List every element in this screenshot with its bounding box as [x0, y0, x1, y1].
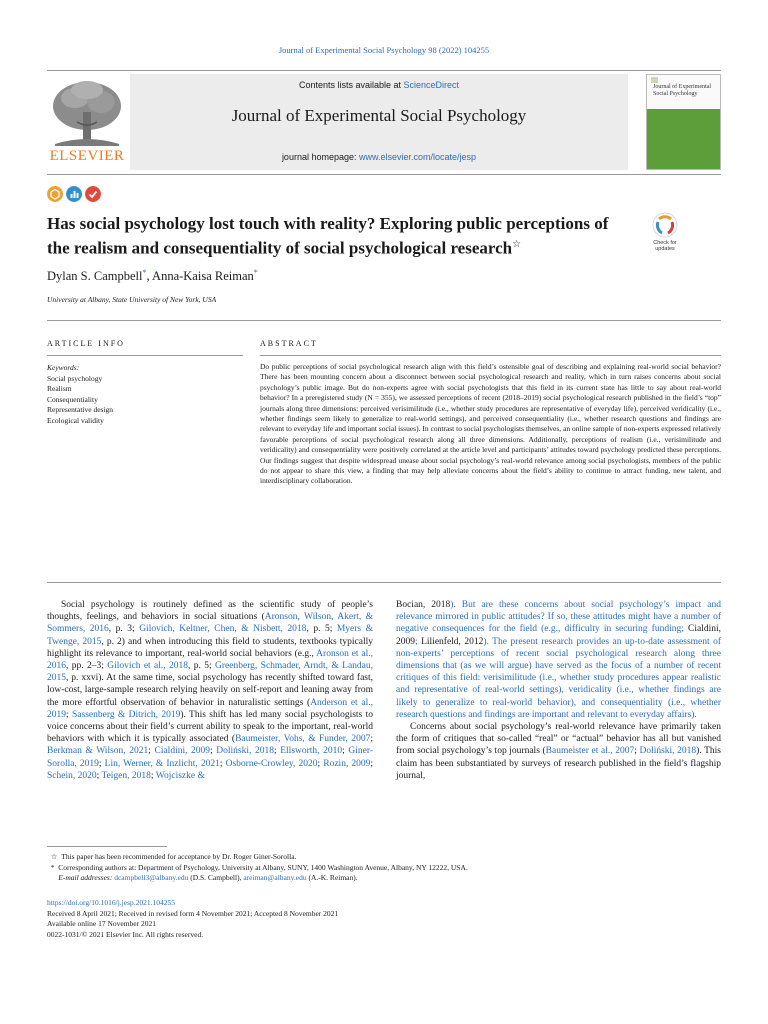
author-footnote-mark[interactable]: * — [142, 268, 147, 277]
article-history — [47, 898, 721, 940]
article-info-heading: ARTICLE INFO — [47, 339, 125, 348]
footnote-mark: ☆ — [50, 852, 58, 861]
keyword: Social psychology — [47, 373, 103, 383]
journal-citation-header[interactable]: Journal of Experimental Social Psychology 98 (2022) 104255 — [278, 45, 490, 55]
body-text: ; — [342, 746, 349, 757]
body-paragraph — [396, 721, 721, 782]
citation-link[interactable]: Osborne-Crowley, 2020 — [225, 758, 318, 769]
publisher-name: ELSEVIER — [49, 148, 125, 164]
email-label: E-mail addresses: — [58, 873, 113, 882]
citation-link[interactable]: ). The present research provides an up-to-date assessment of non-experts’ perceptions of recent social psychological research along three dimensions that (as we will argue) have served as the focus of a number of recent critiques of this field: verisimilitude (i.e., whether study procedures appear realistic and representative of real-world settings), veridicality (i.e., whether findings are likely to generalize to real-world behavior), and consequentiality (i.e., whether research questions and findings are important and relevant to everyday affairs). — [396, 636, 721, 720]
email-link[interactable]: dcampbell3@albany.edu — [114, 873, 189, 882]
author-separator: , — [146, 269, 153, 284]
author-name[interactable]: Dylan S. Campbell — [47, 269, 143, 284]
footnote — [47, 852, 721, 863]
body-text: ; — [219, 758, 226, 769]
citation-link[interactable]: Anderson et al., 2019 — [47, 697, 373, 720]
body-text: Concerns about social psychology’s real-world relevance have primarily taken the form of critiques that so-called “real” or “actual” behavior has all but vanished from social psychology’s top journals ( — [396, 722, 721, 757]
body-text: ; — [634, 746, 640, 757]
body-text: ; — [98, 758, 105, 769]
cover-thumbnail — [651, 77, 658, 83]
body-text: ; — [148, 746, 155, 757]
available-online: Available online 17 November 2021 — [47, 919, 156, 928]
citation-link[interactable]: Baumeister, Vohs, & Funder, 2007 — [235, 734, 371, 745]
sciencedirect-link[interactable]: ScienceDirect — [403, 80, 460, 90]
check-for-updates-icon[interactable] — [648, 212, 682, 260]
body-text: ; — [96, 770, 102, 781]
section-divider — [47, 320, 721, 321]
homepage-prefix: journal homepage: — [281, 152, 359, 162]
citation-link[interactable]: Doliński, 2018 — [639, 746, 697, 757]
body-text: , p. 5; — [306, 624, 337, 635]
title-footnote-mark[interactable]: ☆ — [512, 239, 522, 250]
citation-link[interactable]: Aronson, Wilson, Akert, & Sommers, 2016 — [47, 612, 373, 635]
abstract-heading: ABSTRACT — [260, 339, 318, 348]
received-dates: Received 8 April 2021; Received in revised form 4 November 2021; Accepted 8 November 2021 — [47, 908, 339, 918]
citation-link[interactable]: Rozin, 2009 — [323, 758, 371, 769]
body-text: ; — [150, 770, 156, 781]
author-footnote-mark[interactable]: * — [253, 268, 258, 277]
metrics-badge-icon[interactable] — [66, 186, 82, 202]
body-text: Social psychology is routinely defined as the scientific study of people’s thoughts, feelings, and behaviors in social situations ( — [47, 600, 373, 623]
citation-link[interactable]: ). But are these concerns about social psychology’s impact and relevance mirrored in public attitudes? If so, these attitudes might have a number of negative consequences for the field (e.g., difficulty in securing funding; — [396, 600, 721, 635]
body-text: ). This shift has led many social psychologists to voice concerns about their field’s current ability to speak to the important, real-world behaviors with which it is typically associated ( — [47, 709, 373, 745]
body-paragraph — [396, 599, 721, 721]
email-owner: (D.S. Campbell), — [188, 873, 244, 882]
footnote — [47, 863, 721, 874]
footnote-text: This paper has been recommended for acceptance by Dr. Roger Giner-Sorolla. — [61, 852, 297, 861]
citation-link[interactable]: Wojciszke & — [155, 770, 205, 781]
citation-link[interactable]: ; — [415, 636, 422, 647]
doi-link[interactable]: https://doi.org/10.1016/j.jesp.2021.104255 — [47, 898, 175, 907]
author-affiliation: University at Albany, State University of New York, USA — [47, 295, 217, 304]
author-name[interactable]: Anna-Kaisa Reiman — [152, 269, 254, 284]
citation-link[interactable]: Ellsworth, 2010 — [280, 746, 343, 757]
body-text: Lilienfeld, 2012 — [421, 636, 484, 647]
email-owner: (A.-K. Reiman). — [306, 873, 358, 882]
citation-link[interactable]: Greenberg, Schmader, Arndt, & Landau, 2015 — [47, 661, 373, 684]
abstract-text: Do public perceptions of social psychological research align with this field’s ostensible goal of describing and explaining real-world social behavior? There has been mounting concern about a disconnect between social psychological research and reality, which in turn raises concerns about social psychology’s public image. But do non-experts agree with social psychologists that this field in its current state has little to say about real-world behavior? In a preregistered study (N = 355), we assessed perceptions of recent (2018–2019) social psychological research published in the field’s “top” journals along three dimensions: perceived verisimilitude (i.e., whether study procedures are representative of everyday life), perceived veridicality (i.e., whether findings seem likely to generalize to real-world settings), and perceived consequentiality (i.e., whether research questions and findings are relevant to everyday life and important social issues). In contrast to social psychologists themselves, an online sample of non-experts expressed relatively favorable perceptions of social psychological research along all three dimensions. Additionally, perceptions of realism (i.e., verisimilitude and veridicality) and consequentiality were positively correlated at the article level and participants’ attitudes toward psychology predicted these perceptions. Our findings suggest that despite widespread unease about social psychology’s real-world relevance among social psychologists, members of the public do not appear to share this view, a finding that may help alleviate concerns about the field’s ability to continue to attract funding, new talent, and interdisciplinary collaboration. — [260, 362, 721, 486]
body-text: ; — [210, 746, 217, 757]
check-badge-icon[interactable] — [85, 186, 101, 202]
body-column-right — [396, 599, 721, 782]
cover-green-panel — [647, 109, 720, 169]
footnote-text: Corresponding authors at: Department of Psychology, University at Albany, SUNY, 1400 Washington Avenue, Albany, NY 12222, USA. — [58, 862, 468, 872]
contents-prefix: Contents lists available at — [298, 80, 404, 90]
keyword: Consequentiality — [47, 394, 98, 404]
cover-title: Journal of Experimental Social Psychology — [653, 84, 711, 97]
footnote-mark: * — [50, 862, 55, 872]
body-text: , pp. 2–3; — [66, 661, 108, 672]
citation-link[interactable]: Lin, Werner, & Inzlicht, 2021 — [104, 758, 220, 769]
keyword: Representative design — [47, 405, 114, 414]
body-text: , p. 3; — [108, 624, 140, 635]
journal-title: Journal of Experimental Social Psychology — [231, 106, 527, 125]
contents-availability — [130, 80, 628, 90]
open-access-badge-icon[interactable] — [47, 186, 63, 202]
body-text: , p. xxvi). At the same time, social psychology has recently shifted toward fast, low-cost, large-sample research relying heavily on self-report and leaning away from the more effortful observation of behavior in naturalistic settings ( — [47, 673, 373, 708]
homepage-link[interactable]: www.elsevier.com/locate/jesp — [359, 152, 477, 162]
keywords-list — [47, 363, 247, 426]
body-divider — [47, 582, 721, 583]
keyword: Ecological validity — [47, 415, 104, 425]
citation-link[interactable]: Teigen, 2018 — [101, 770, 151, 781]
citation-link[interactable]: Berkman & Wilson, 2021 — [47, 746, 149, 757]
citation-link[interactable]: Baumeister et al., 2007 — [545, 746, 635, 757]
email-link[interactable]: areiman@albany.edu — [243, 873, 307, 882]
article-title-text: Has social psychology lost touch with reality? Exploring public perceptions of the realism and consequentiality of social psychological research — [47, 214, 609, 258]
masthead-top-rule — [47, 70, 721, 71]
journal-homepage — [130, 152, 628, 162]
article-title — [47, 213, 617, 259]
body-text: Bocian, 2018 — [396, 600, 451, 610]
body-text: ; — [66, 709, 72, 720]
citation-link[interactable]: Giner-Sorolla, 2019 — [47, 746, 373, 769]
journal-cover-image[interactable] — [646, 74, 721, 170]
citation-link[interactable]: Gilovich, Keltner, Chen, & Nisbett, 2018 — [139, 624, 307, 635]
copyright-notice: 0022-1031/© 2021 Elsevier Inc. All rights reserved. — [47, 929, 204, 939]
keywords-label: Keywords: — [47, 363, 80, 372]
email-footnote — [47, 873, 721, 884]
body-text: ; — [370, 758, 374, 769]
body-text: Cialdini, 2009 — [396, 624, 721, 647]
body-column-left — [47, 599, 373, 782]
body-text: ). This claim has been substantiated by surveys of research published in the field’s flagship journal, — [396, 746, 722, 781]
masthead-bottom-rule — [47, 174, 721, 175]
citation-link[interactable]: Schein, 2020 — [47, 770, 97, 781]
citation-link[interactable]: Gilovich et al., 2018 — [107, 661, 189, 672]
citation-link[interactable]: Doliński, 2018 — [216, 746, 274, 757]
citation-link[interactable]: Sassenberg & Ditrich, 2019 — [72, 709, 181, 720]
keyword: Realism — [47, 384, 72, 393]
body-text: , p. 2) and when introducing this field to students, textbooks typically highlight its relevance to important, real-world social behaviors (e.g., — [47, 636, 373, 659]
body-text: ; — [317, 758, 324, 769]
citation-link[interactable]: Myers & Twenge, 2015 — [47, 624, 374, 647]
body-paragraph — [47, 599, 373, 782]
body-text: ; — [274, 746, 281, 757]
check-for-updates-label[interactable]: Check for updates — [653, 240, 677, 252]
citation-link[interactable]: Aronson et al., 2016 — [47, 648, 373, 672]
abstract-divider — [260, 355, 721, 356]
body-text: , p. 5; — [188, 661, 216, 672]
citation-link[interactable]: Cialdini, 2009 — [154, 746, 211, 757]
footnotes — [47, 852, 721, 884]
author-list — [47, 268, 258, 284]
body-text: ; — [370, 734, 373, 745]
info-divider — [47, 355, 243, 356]
footnote-rule — [47, 846, 167, 847]
